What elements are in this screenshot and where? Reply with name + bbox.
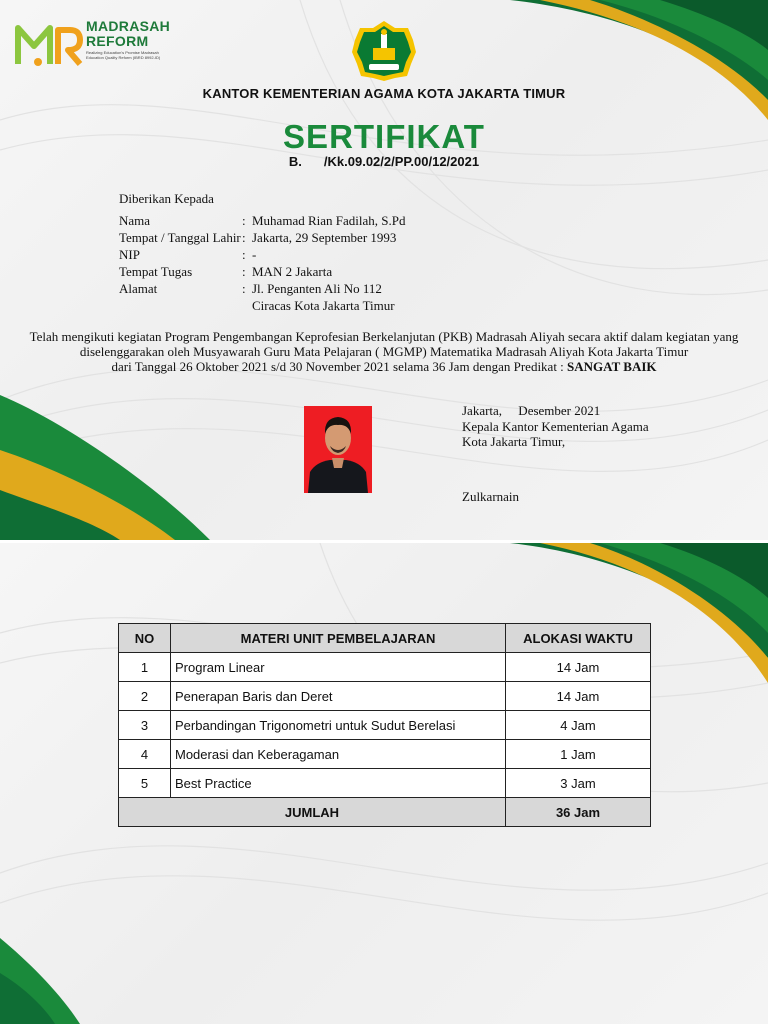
column-header-no: NO (119, 624, 171, 653)
info-label: NIP (119, 247, 140, 262)
info-row-name: Nama : Muhamad Rian Fadilah, S.Pd (119, 212, 502, 229)
certificate-number-value: /Kk.09.02/2/PP.00/12/2021 (323, 154, 480, 169)
info-row-birth: Tempat / Tanggal Lahir : Jakarta, 29 September 1993 (119, 229, 502, 246)
person-photo-icon (304, 406, 372, 493)
kemenag-emblem-icon (351, 20, 417, 82)
table-row (119, 653, 651, 682)
cell-material: Penerapan Baris dan Deret (171, 682, 506, 711)
statement-line-3: dari Tanggal 26 Oktober 2021 s/d 30 November 2021 selama 36 Jam dengan Predikat : SANGAT BAIK (111, 359, 657, 374)
table-row (119, 769, 651, 798)
logo-line-1: MADRASAH (86, 18, 171, 34)
cell-material: Perbandingan Trigonometri untuk Sudut Berelasi (171, 711, 506, 740)
statement-line-2: diselenggarakan oleh Musyawarah Guru Mata Pelajaran ( MGMP) Matematika Madrasah Aliyah Kota Jakarta Timur (79, 344, 689, 359)
cell-no: 1 (119, 653, 171, 682)
info-row-address: Alamat : Jl. Penganten Ali No 112 (119, 280, 502, 297)
madrasah-reform-mark-icon (14, 20, 84, 68)
info-label: Tempat / Tanggal Lahir (119, 230, 241, 245)
statement-paragraph (20, 329, 748, 374)
info-row-address-2 (119, 297, 502, 314)
info-label: Alamat (119, 281, 158, 296)
madrasah-reform-logo (14, 14, 171, 70)
cell-time: 14 Jam (506, 653, 651, 682)
total-label: JUMLAH (119, 798, 506, 827)
certificate-number-prefix: B. (288, 154, 302, 169)
cell-material: Program Linear (171, 653, 506, 682)
cell-time: 4 Jam (506, 711, 651, 740)
materials-page (0, 543, 768, 1024)
column-header-material: MATERI UNIT PEMBELAJARAN (171, 624, 506, 653)
info-label: Tempat Tugas (119, 264, 193, 279)
certificate-number (0, 154, 768, 169)
signer-name: Zulkarnain (462, 489, 520, 504)
cell-no: 3 (119, 711, 171, 740)
column-header-time: ALOKASI WAKTU (506, 624, 651, 653)
table-total-row (119, 798, 651, 827)
cell-material: Best Practice (171, 769, 506, 798)
info-value: Jakarta, 29 September 1993 (252, 230, 397, 245)
sign-position-2: Kota Jakarta Timur, (462, 434, 566, 449)
logo-tagline: Realizing Education's Promise Madrasah Education Quality Reform (IBRD 8992-ID) (86, 50, 161, 60)
cell-material: Moderasi dan Keberagaman (171, 740, 506, 769)
table-row (119, 682, 651, 711)
cell-no: 2 (119, 682, 171, 711)
cell-no: 5 (119, 769, 171, 798)
cell-time: 14 Jam (506, 682, 651, 711)
predicate: SANGAT BAIK (567, 359, 657, 374)
signature-block (462, 403, 649, 450)
info-value: Jl. Penganten Ali No 112 (252, 281, 382, 296)
given-to-label: Diberikan Kepada (119, 191, 214, 206)
office-name: KANTOR KEMENTERIAN AGAMA KOTA JAKARTA TIMUR (202, 86, 566, 101)
cell-no: 4 (119, 740, 171, 769)
info-value: - (252, 247, 257, 262)
materials-table (118, 623, 651, 827)
sign-position-1: Kepala Kantor Kementerian Agama (462, 418, 649, 434)
recipient-info (119, 212, 502, 314)
table-row (119, 711, 651, 740)
statement-line-1: Telah mengikuti kegiatan Program Pengembangan Keprofesian Berkelanjutan (PKB) Madrasah Aliyah secara aktif dalam kegiatan yang (29, 329, 739, 344)
table-header-row (119, 624, 651, 653)
info-label: Nama (119, 213, 151, 228)
cell-time: 1 Jam (506, 740, 651, 769)
certificate-title: SERTIFIKAT (283, 118, 485, 155)
cell-time: 3 Jam (506, 769, 651, 798)
info-value: Ciracas Kota Jakarta Timur (252, 298, 395, 313)
info-row-workplace: Tempat Tugas : MAN 2 Jakarta (119, 263, 502, 280)
table-row (119, 740, 651, 769)
info-value: Muhamad Rian Fadilah, S.Pd (252, 213, 406, 228)
recipient-photo (304, 406, 372, 493)
info-value: MAN 2 Jakarta (252, 264, 333, 279)
sign-place-date: Jakarta, Desember 2021 (462, 403, 601, 418)
total-value: 36 Jam (506, 798, 651, 827)
logo-line-2: REFORM (86, 33, 149, 49)
info-row-nip: NIP : - (119, 246, 502, 263)
